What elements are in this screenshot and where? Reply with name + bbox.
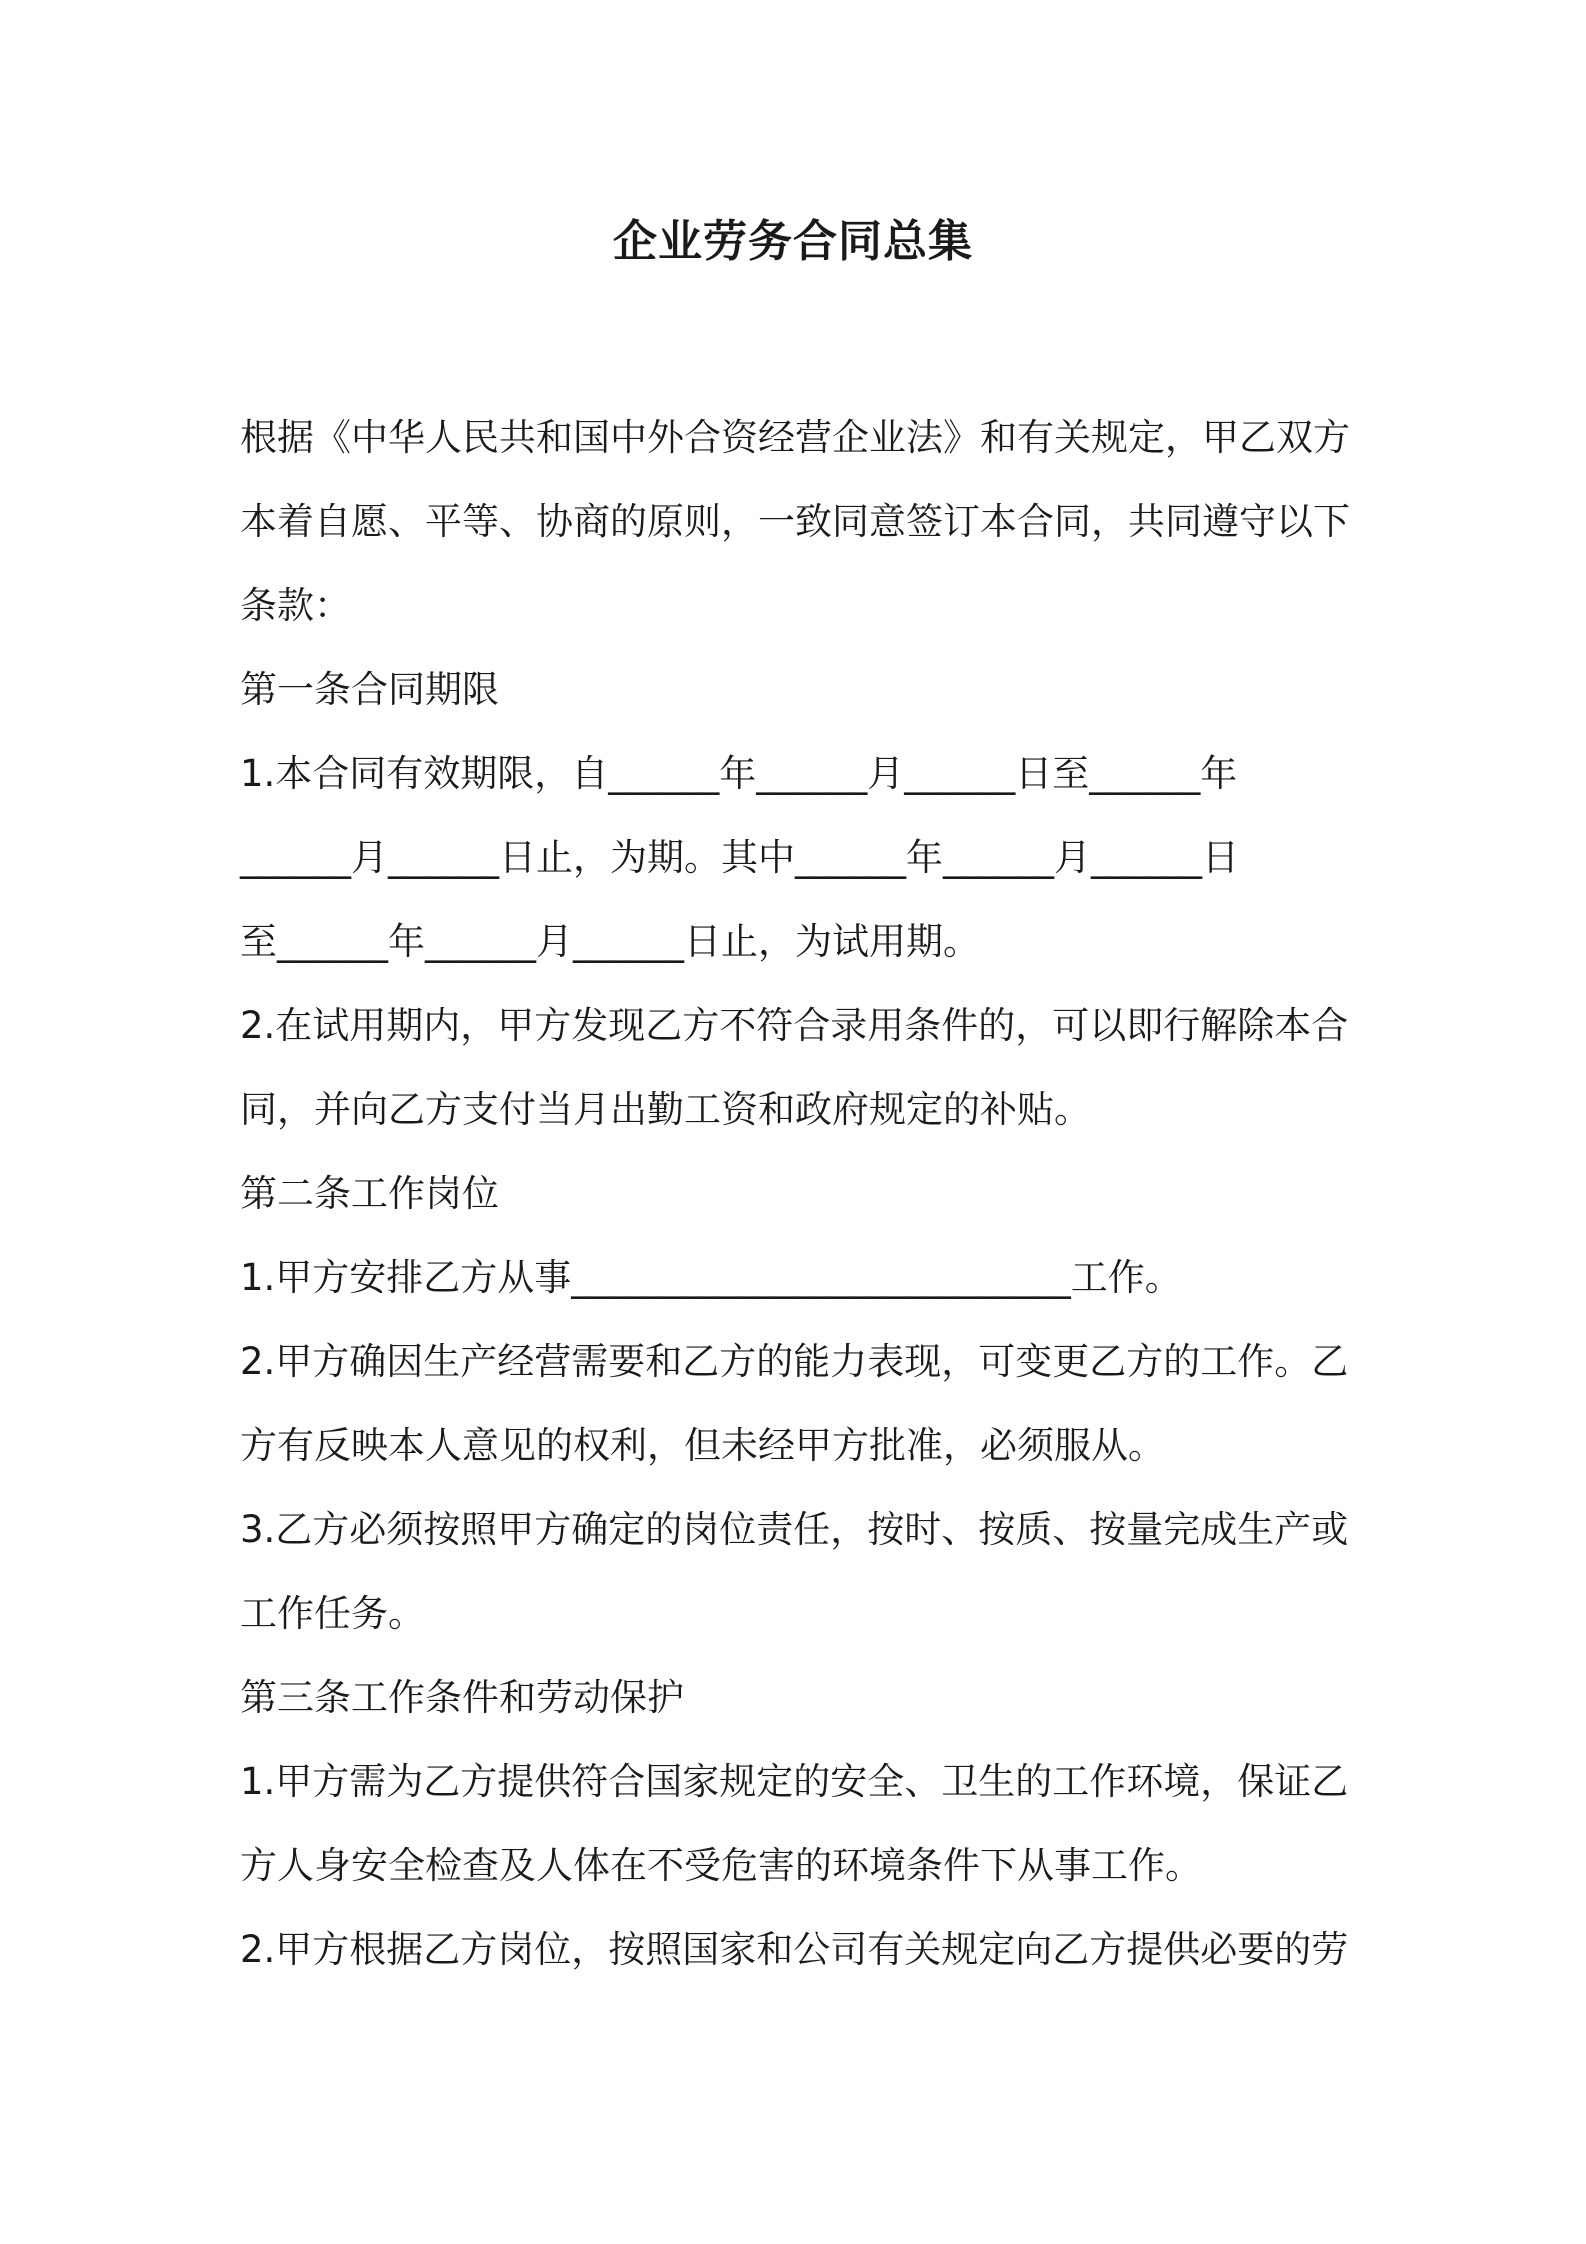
text-line: 1.本合同有效期限，自______年______月______日至______年 [240, 752, 1238, 795]
document-title: 企业劳务合同总集 [613, 216, 973, 267]
text-line: 同，并向乙方支付当月出勤工资和政府规定的补贴。 [240, 1088, 1091, 1131]
text-line: 条款： [240, 584, 351, 627]
section-heading: 第一条合同期限 [240, 668, 499, 711]
section-heading: 第三条工作条件和劳动保护 [240, 1676, 684, 1719]
text-line: 工作任务。 [240, 1592, 425, 1635]
text-line: 2.在试用期内，甲方发现乙方不符合录用条件的，可以即行解除本合 [240, 1004, 1349, 1047]
text-line: 本着自愿、平等、协商的原则，一致同意签订本合同，共同遵守以下 [240, 500, 1350, 543]
text-line: 1.甲方安排乙方从事___________________________工作。 [240, 1256, 1182, 1299]
text-line: 根据《中华人民共和国中外合资经营企业法》和有关规定，甲乙双方 [240, 416, 1350, 459]
text-line: 2.甲方根据乙方岗位，按照国家和公司有关规定向乙方提供必要的劳 [240, 1928, 1349, 1971]
text-line: 1.甲方需为乙方提供符合国家规定的安全、卫生的工作环境，保证乙 [240, 1760, 1349, 1803]
text-line: 2.甲方确因生产经营需要和乙方的能力表现，可变更乙方的工作。乙 [240, 1340, 1349, 1383]
text-line: 方人身安全检查及人体在不受危害的环境条件下从事工作。 [240, 1844, 1202, 1887]
document-body [240, 408, 1360, 2004]
text-line: 至______年______月______日止，为试用期。 [240, 920, 980, 963]
section-heading: 第二条工作岗位 [240, 1172, 499, 1215]
text-line: 3.乙方必须按照甲方确定的岗位责任，按时、按质、按量完成生产或 [240, 1508, 1349, 1551]
text-line: ______月______日止，为期。其中______年______月______日 [240, 836, 1239, 879]
text-line: 方有反映本人意见的权利，但未经甲方批准，必须服从。 [240, 1424, 1165, 1467]
